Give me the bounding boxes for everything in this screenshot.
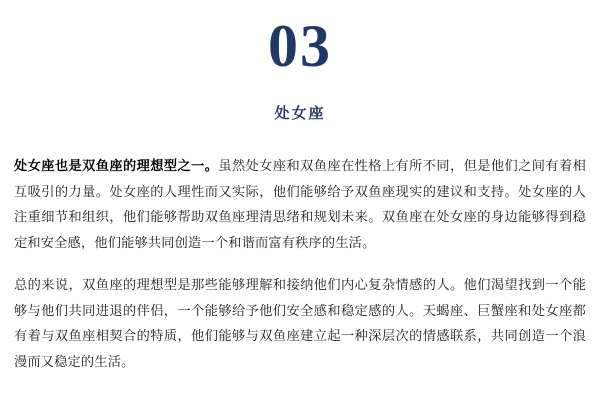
- paragraph-text: 总的来说，双鱼座的理想型是那些能够理解和接纳他们内心复杂情感的人。他们渴望找到一个能够与他们共同进退的伴侣，一个能够给予他们安全感和稳定感的人。天蝎座、巨蟹座和处女座都有着与双鱼座相契合的特质，他们能够与双鱼座建立起一种深层次的情感联系，共同创造一个浪漫而又稳定的生活。: [14, 276, 586, 370]
- article-body: [14, 153, 586, 375]
- paragraph-text: 虽然处女座和双鱼座在性格上有所不同，但是他们之间有着相互吸引的力量。处女座的人理性而又实际，他们能够给予双鱼座现实的建议和支持。处女座的人注重细节和组织，他们能够帮助双鱼座理清思绪和规划未来。双鱼座在处女座的身边能够得到稳定和安全感，他们能够共同创造一个和谐而富有秩序的生活。: [14, 158, 586, 251]
- paragraph: [14, 272, 586, 375]
- section-number: 03: [268, 13, 332, 79]
- page-title: 处女座: [274, 105, 326, 122]
- paragraph-lead: 处女座也是双鱼座的理想型之一。: [14, 158, 219, 173]
- paragraph: [14, 153, 586, 256]
